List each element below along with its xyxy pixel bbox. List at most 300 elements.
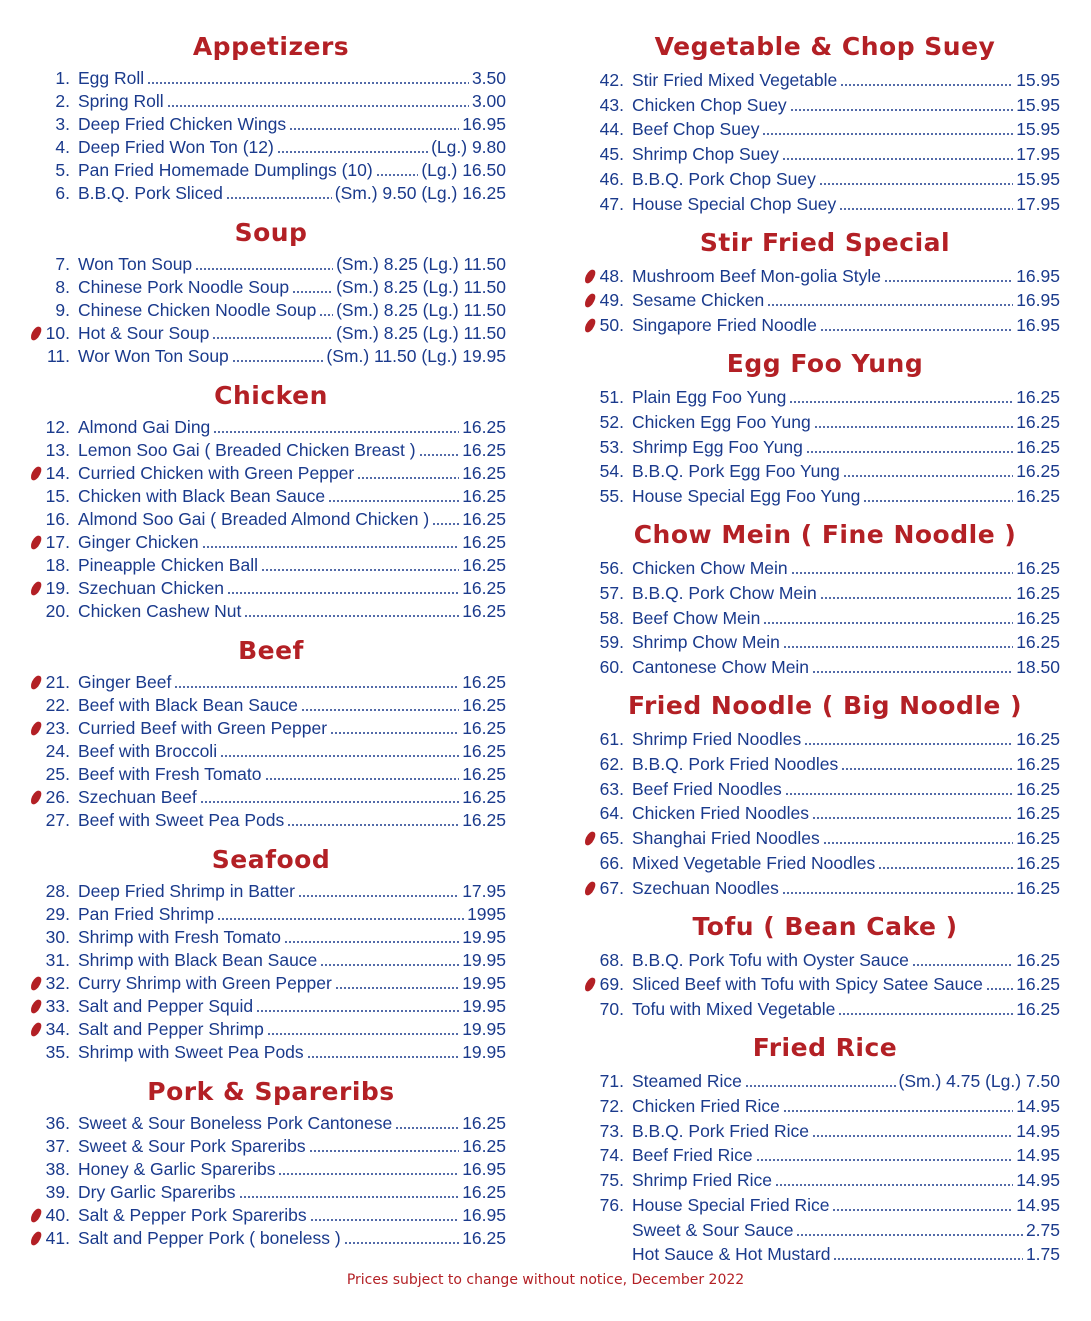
item-name: Curried Beef with Green Pepper [78, 718, 328, 738]
item-name: Cantonese Chow Mein [632, 657, 810, 678]
item-price: (Sm.) 11.50 (Lg.) 19.95 [326, 346, 506, 366]
dot-leader [167, 105, 469, 107]
item-name: Ginger Beef [78, 672, 172, 692]
menu-item [590, 311, 1060, 336]
section-vegetable-chop-suey [590, 30, 1060, 215]
item-name: Beef with Sweet Pea Pods [78, 810, 285, 830]
item-name: Sweet & Sour Pork Spareribs [78, 1136, 306, 1156]
item-number [590, 1194, 632, 1216]
item-number-text: 43. [599, 94, 624, 115]
item-number [590, 485, 632, 507]
dot-leader [213, 431, 459, 433]
section-stir-fried-special [590, 226, 1060, 336]
item-number-text: 53. [599, 436, 624, 457]
item-price: 19.95 [462, 950, 506, 970]
dot-leader [814, 426, 1014, 428]
dot-leader [256, 1010, 459, 1012]
item-name: Deep Fried Chicken Wings [78, 114, 287, 134]
section-seafood [36, 843, 506, 1063]
dot-leader [812, 817, 1013, 819]
item-number [36, 786, 78, 808]
item-name: Sliced Beef with Tofu with Spicy Satee Sauce [632, 974, 983, 995]
dot-leader [832, 1209, 1013, 1211]
item-number [590, 607, 632, 629]
dot-leader [319, 314, 333, 316]
dot-leader [307, 1056, 460, 1058]
item-price: 17.95 [1016, 193, 1060, 214]
item-number-text: 36. [45, 1113, 70, 1133]
item-number [36, 462, 78, 484]
item-number-text: 51. [599, 386, 624, 407]
menu-item [590, 140, 1060, 165]
item-number [590, 656, 632, 678]
item-price: 14.95 [1016, 1095, 1060, 1116]
item-number-text: 48. [599, 265, 624, 286]
item-price: 16.25 [462, 486, 506, 506]
item-number-text: 21. [45, 672, 70, 692]
dot-leader [823, 842, 1013, 844]
item-name: Won Ton Soup [78, 254, 193, 274]
item-price: 16.25 [462, 718, 506, 738]
item-price: (Sm.) 8.25 (Lg.) 11.50 [336, 323, 506, 343]
item-name: B.B.Q. Pork Sliced [78, 183, 223, 203]
dot-leader [782, 158, 1013, 160]
item-price: 3.00 [471, 91, 506, 111]
menu-item [36, 693, 506, 716]
dot-leader [200, 801, 460, 803]
item-number [36, 740, 78, 762]
item-number [36, 1135, 78, 1157]
item-number-text: 76. [599, 1194, 624, 1215]
dot-leader [289, 128, 459, 130]
item-name: Plain Egg Foo Yung [632, 386, 787, 407]
item-number [36, 113, 78, 135]
item-number [590, 1169, 632, 1191]
item-number-text: 2. [55, 91, 70, 111]
item-price: 16.25 [462, 601, 506, 621]
menu-item [36, 739, 506, 762]
menu-item [36, 1157, 506, 1180]
chili-pepper-icon [29, 789, 43, 806]
item-number [590, 94, 632, 116]
item-price: 15.95 [1016, 168, 1060, 189]
item-name: Shrimp Fried Noodles [632, 728, 802, 749]
item-name: Pineapple Chicken Ball [78, 555, 258, 575]
dot-leader [878, 867, 1013, 869]
item-price: 17.95 [1016, 144, 1060, 165]
dot-leader [884, 280, 1013, 282]
item-price: 16.25 [1016, 753, 1060, 774]
dot-leader [782, 892, 1013, 894]
item-number-text: 60. [599, 657, 624, 678]
item-number-text: 7. [55, 254, 70, 274]
section-chow-mein-fine-noodle [590, 518, 1060, 678]
menu-item [590, 874, 1060, 899]
dot-leader [298, 895, 459, 897]
menu-item [590, 629, 1060, 654]
dot-leader [227, 592, 459, 594]
item-number [36, 600, 78, 622]
item-name: House Special Chop Suey [632, 193, 837, 214]
item-number [590, 1070, 632, 1092]
item-number-text: 13. [45, 440, 70, 460]
section-title: Chow Mein ( Fine Noodle ) [633, 520, 1017, 550]
item-number-text: 61. [599, 728, 624, 749]
item-number-text: 72. [599, 1095, 624, 1116]
menu-item [36, 762, 506, 785]
item-price: 19.95 [462, 996, 506, 1016]
item-number-text: 47. [599, 193, 624, 214]
item-number [590, 265, 632, 287]
menu-item [590, 433, 1060, 458]
dot-leader [226, 197, 332, 199]
chili-pepper-icon [29, 674, 43, 691]
item-price: 19.95 [462, 1019, 506, 1039]
section-title: Fried Noodle ( Big Noodle ) [627, 691, 1022, 721]
item-number [590, 289, 632, 311]
item-number [36, 694, 78, 716]
dot-leader [804, 743, 1013, 745]
item-name: House Special Egg Foo Yung [632, 486, 861, 507]
item-name: Chicken Chow Mein [632, 557, 788, 578]
item-price: 16.25 [462, 555, 506, 575]
item-number-text: 63. [599, 778, 624, 799]
item-number-text: 42. [599, 69, 624, 90]
menu-item [36, 879, 506, 902]
dot-leader [376, 174, 419, 176]
item-price: 16.25 [462, 695, 506, 715]
menu-item [590, 750, 1060, 775]
dot-leader [278, 1173, 459, 1175]
item-name: Shrimp with Fresh Tomato [78, 927, 281, 947]
item-price: 17.95 [462, 881, 506, 901]
item-name: B.B.Q. Pork Fried Noodles [632, 753, 839, 774]
item-price: 16.25 [462, 672, 506, 692]
dot-leader [763, 622, 1013, 624]
item-name: Honey & Garlic Spareribs [78, 1159, 276, 1179]
item-price: 16.25 [1016, 852, 1060, 873]
dot-leader [174, 686, 459, 688]
item-number-text: 20. [45, 601, 70, 621]
item-number-text: 32. [45, 973, 70, 993]
section-egg-foo-yung [590, 347, 1060, 507]
item-price: 16.25 [462, 463, 506, 483]
item-price: 16.95 [462, 1159, 506, 1179]
item-price: 16.25 [1016, 386, 1060, 407]
menu-item [36, 461, 506, 484]
dot-leader [863, 500, 1013, 502]
item-number-text: 25. [45, 764, 70, 784]
item-name: Shrimp with Black Bean Sauce [78, 950, 318, 970]
item-name: Tofu with Mixed Vegetable [632, 999, 836, 1020]
chili-pepper-icon [29, 975, 43, 992]
item-price: 16.25 [1016, 632, 1060, 653]
item-number [36, 531, 78, 553]
dot-leader [195, 268, 333, 270]
dot-leader [344, 1242, 460, 1244]
dot-leader [335, 987, 459, 989]
menu-item [590, 824, 1060, 849]
item-number-text: 59. [599, 632, 624, 653]
dot-leader [756, 1159, 1014, 1161]
dot-leader [330, 732, 459, 734]
menu-item [36, 925, 506, 948]
item-number-text: 11. [46, 346, 70, 366]
item-price: 16.25 [462, 578, 506, 598]
item-name: Szechuan Beef [78, 787, 197, 807]
dot-leader [820, 329, 1013, 331]
item-price: 1995 [467, 904, 506, 924]
menu-item [590, 554, 1060, 579]
menu-item [590, 408, 1060, 433]
menu-item [36, 438, 506, 461]
item-number-text: 37. [45, 1136, 70, 1156]
item-number-text: 66. [599, 852, 624, 873]
menu-item [590, 190, 1060, 215]
item-number-text: 46. [599, 168, 624, 189]
item-name: Beef Fried Noodles [632, 778, 782, 799]
menu-item [36, 994, 506, 1017]
item-price: 19.95 [462, 927, 506, 947]
item-number-text: 24. [45, 741, 70, 761]
item-number [590, 168, 632, 190]
item-number-text: 70. [599, 999, 624, 1020]
item-number [590, 582, 632, 604]
item-name: B.B.Q. Pork Fried Rice [632, 1120, 809, 1141]
dot-leader [783, 1110, 1013, 1112]
item-name: Salt and Pepper Squid [78, 996, 254, 1016]
menu-item [590, 775, 1060, 800]
item-number [36, 508, 78, 530]
dot-leader [284, 941, 459, 943]
dot-leader [202, 546, 460, 548]
dot-leader [820, 597, 1013, 599]
menu-item [590, 946, 1060, 971]
section-title: Egg Foo Yung [726, 349, 924, 379]
menu-item [590, 116, 1060, 141]
item-number [590, 1120, 632, 1142]
item-name: Ginger Chicken [78, 532, 199, 552]
item-number [36, 972, 78, 994]
menu-item [36, 252, 506, 275]
item-number [36, 671, 78, 693]
section-pork-spareribs [36, 1075, 506, 1249]
menu-item [36, 158, 506, 181]
dot-leader [147, 82, 469, 84]
item-number [590, 411, 632, 433]
item-number [590, 852, 632, 874]
item-name: Sesame Chicken [632, 290, 765, 311]
dot-leader [220, 755, 459, 757]
item-number-text: 58. [599, 607, 624, 628]
item-number-text: 17. [45, 532, 70, 552]
menu-item [590, 725, 1060, 750]
item-price: 16.25 [462, 1182, 506, 1202]
item-name: Sweet & Sour Boneless Pork Cantonese [78, 1113, 393, 1133]
item-number-text: 35. [45, 1042, 70, 1062]
menu-item [590, 1117, 1060, 1142]
item-number [36, 136, 78, 158]
chili-pepper-icon [29, 325, 43, 342]
chili-pepper-icon [583, 292, 597, 309]
menu-item [36, 948, 506, 971]
dot-leader [265, 778, 460, 780]
item-price: 16.25 [462, 810, 506, 830]
item-number-text: 55. [599, 486, 624, 507]
item-number [590, 827, 632, 849]
item-name: Chinese Pork Noodle Soup [78, 277, 290, 297]
dot-leader [843, 475, 1013, 477]
dot-leader [328, 500, 459, 502]
item-price: 14.95 [1016, 1170, 1060, 1191]
dot-leader [986, 988, 1013, 990]
dot-leader [812, 1135, 1013, 1137]
item-number [36, 577, 78, 599]
item-name: Szechuan Noodles [632, 877, 779, 898]
menu-item [36, 275, 506, 298]
item-number [36, 416, 78, 438]
dot-leader [309, 1150, 460, 1152]
menu-item [590, 1191, 1060, 1216]
item-number-text: 3. [55, 114, 70, 134]
item-number [590, 753, 632, 775]
dot-leader [395, 1127, 459, 1129]
menu-item [590, 1092, 1060, 1117]
item-number-text: 69. [599, 974, 624, 995]
menu-left-column [36, 30, 506, 1249]
item-price: 16.95 [462, 114, 506, 134]
item-number [36, 276, 78, 298]
item-number [36, 439, 78, 461]
item-price: (Lg.) 9.80 [431, 137, 506, 157]
chili-pepper-icon [583, 880, 597, 897]
dot-leader [287, 824, 459, 826]
item-name: Szechuan Chicken [78, 578, 224, 598]
dot-leader [812, 671, 1013, 673]
item-price: 16.95 [1016, 315, 1060, 336]
item-number [36, 949, 78, 971]
item-price: (Lg.) 16.50 [421, 160, 506, 180]
dot-leader [267, 1033, 459, 1035]
menu-item [590, 1216, 1060, 1241]
item-number-text: 33. [45, 996, 70, 1016]
item-price: 16.25 [1016, 999, 1060, 1020]
menu-item [36, 553, 506, 576]
menu-item [590, 66, 1060, 91]
item-price: 16.25 [462, 532, 506, 552]
item-number [590, 998, 632, 1020]
item-name: Stir Fried Mixed Vegetable [632, 69, 838, 90]
item-number [36, 926, 78, 948]
item-number-text: 65. [599, 828, 624, 849]
menu-item [36, 89, 506, 112]
item-name: Spring Roll [78, 91, 164, 111]
dot-leader [796, 1234, 1022, 1236]
item-price: 16.25 [462, 787, 506, 807]
item-number-text: 31. [45, 950, 70, 970]
chili-pepper-icon [583, 317, 597, 334]
item-price: 16.25 [462, 509, 506, 529]
item-name: Beef with Fresh Tomato [78, 764, 262, 784]
item-name: Salt & Pepper Pork Spareribs [78, 1205, 307, 1225]
item-number-text: 40. [45, 1205, 70, 1225]
item-number [590, 557, 632, 579]
menu-item [36, 135, 506, 158]
item-name: House Special Fried Rice [632, 1194, 830, 1215]
menu-item [36, 112, 506, 135]
menu-item [36, 808, 506, 831]
item-name: Chicken Egg Foo Yung [632, 411, 811, 432]
menu-item [590, 1241, 1060, 1266]
item-name: Chinese Chicken Noodle Soup [78, 300, 317, 320]
section-title: Chicken [214, 381, 328, 410]
item-number [590, 143, 632, 165]
item-number [590, 631, 632, 653]
item-number [36, 554, 78, 576]
item-name: Shanghai Fried Noodles [632, 828, 820, 849]
item-number [590, 877, 632, 899]
item-name: Dry Garlic Spareribs [78, 1182, 236, 1202]
item-price: 19.95 [462, 973, 506, 993]
section-title: Tofu ( Bean Cake ) [692, 911, 958, 941]
dot-leader [783, 646, 1013, 648]
item-price: 2.75 [1025, 1219, 1060, 1240]
menu-item [36, 321, 506, 344]
item-number-text: 18. [45, 555, 70, 575]
item-price: 16.25 [1016, 607, 1060, 628]
item-number [590, 1095, 632, 1117]
menu-item [36, 670, 506, 693]
chili-pepper-icon [29, 465, 43, 482]
dot-leader [775, 1184, 1013, 1186]
chili-pepper-icon [29, 720, 43, 737]
dot-leader [789, 401, 1013, 403]
item-number-text: 73. [599, 1120, 624, 1141]
item-price: 14.95 [1016, 1145, 1060, 1166]
item-number [590, 69, 632, 91]
item-price: 16.95 [1016, 265, 1060, 286]
section-title: Vegetable & Chop Suey [654, 32, 996, 61]
item-name: Chicken Chop Suey [632, 94, 787, 115]
dot-leader [833, 1258, 1023, 1260]
item-price: 16.25 [1016, 461, 1060, 482]
item-price: 16.25 [1016, 778, 1060, 799]
menu-item [590, 1067, 1060, 1092]
item-name: Sweet & Sour Sauce [632, 1219, 794, 1240]
item-name: Salt and Pepper Pork ( boneless ) [78, 1228, 341, 1248]
section-beef [36, 634, 506, 831]
item-number [36, 1018, 78, 1040]
chili-pepper-icon [29, 1230, 43, 1247]
item-price: 16.25 [462, 417, 506, 437]
dot-leader [767, 304, 1013, 306]
menu-item [36, 344, 506, 367]
item-name: Shrimp with Sweet Pea Pods [78, 1042, 304, 1062]
chili-pepper-icon [583, 268, 597, 285]
item-price: 16.25 [462, 764, 506, 784]
item-number [590, 802, 632, 824]
item-price: 16.25 [1016, 557, 1060, 578]
item-price: 3.50 [471, 68, 506, 88]
item-number-text: 67. [599, 877, 624, 898]
item-number-text: 27. [45, 810, 70, 830]
dot-leader [785, 793, 1013, 795]
item-name: Mushroom Beef Mon-golia Style [632, 265, 881, 286]
item-number [36, 763, 78, 785]
item-number-text: 30. [45, 927, 70, 947]
item-name: Deep Fried Shrimp in Batter [78, 881, 295, 901]
item-number-text: 1. [55, 68, 70, 88]
